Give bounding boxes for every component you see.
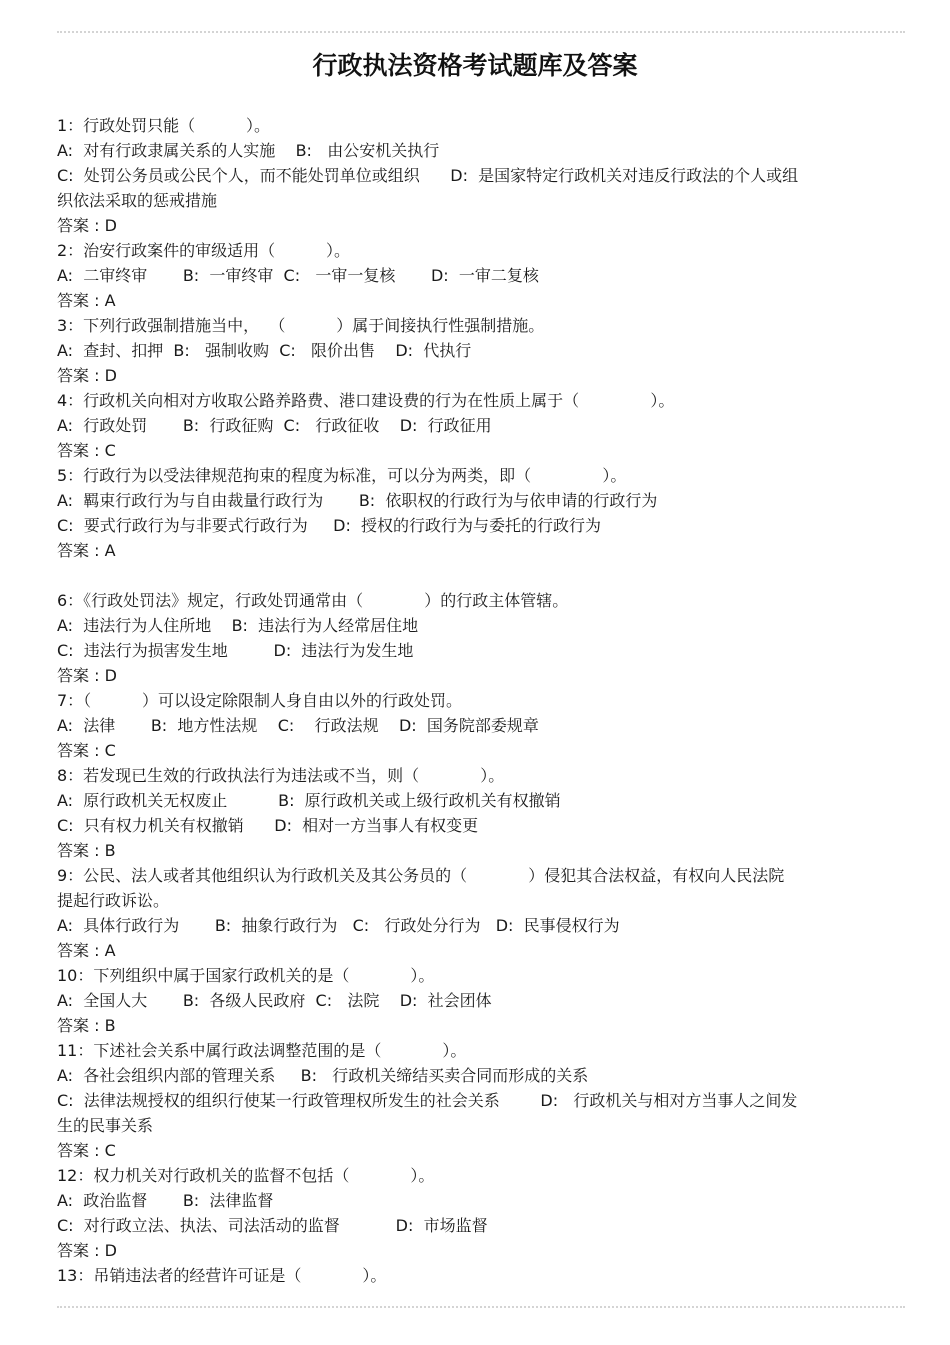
options-line: A: 各社会组织内部的管理关系 B: 行政机关缔结买卖合同而形成的关系 — [57, 1066, 589, 1085]
question-line: 10：下列组织中属于国家行政机关的是（ ）。 — [57, 966, 435, 985]
page-title: 行政执法资格考试题库及答案 — [312, 51, 638, 80]
options-line: C: 对行政立法、执法、司法活动的监督 D: 市场监督 — [57, 1216, 488, 1235]
options-line: C: 只有权力机关有权撤销 D: 相对一方当事人有权变更 — [57, 816, 479, 835]
answer-line: 答案 : A — [57, 291, 116, 310]
options-line: A: 二审终审 B: 一审终审 C: 一审一复核 D: 一审二复核 — [57, 266, 539, 285]
answer-line: 答案 : D — [57, 216, 117, 235]
options-line: A: 羁束行政行为与自由裁量行政行为 B: 依职权的行政行为与依申请的行政行为 — [57, 491, 658, 510]
options-line: A: 政治监督 B: 法律监督 — [57, 1191, 274, 1210]
question-line: 1：行政处罚只能（ ）。 — [57, 116, 271, 135]
answer-line: 答案 : C — [57, 441, 116, 460]
options-line: A: 违法行为人住所地 B: 违法行为人经常居住地 — [57, 616, 419, 635]
question-line: 13：吊销违法者的经营许可证是（ ）。 — [57, 1266, 387, 1285]
question-line: 2：治安行政案件的审级适用（ ）。 — [57, 241, 351, 260]
options-line: C: 法律法规授权的组织行使某一行政管理权所发生的社会关系 D: 行政机关与相对方当事人之间发 — [57, 1091, 798, 1110]
options-line: 织依法采取的惩戒措施 — [57, 191, 218, 210]
answer-line: 答案 : D — [57, 1241, 117, 1260]
answer-line: 答案 : A — [57, 541, 116, 560]
answer-line: 答案 : B — [57, 841, 116, 860]
question-line: 7：（ ）可以设定除限制人身自由以外的行政处罚。 — [57, 691, 463, 710]
options-line: A: 全国人大 B: 各级人民政府 C: 法院 D: 社会团体 — [57, 991, 492, 1010]
options-line: A: 原行政机关无权废止 B: 原行政机关或上级行政机关有权撤销 — [57, 791, 561, 810]
page-top-border — [57, 31, 905, 33]
answer-line: 答案 : D — [57, 666, 117, 685]
question-line: 11：下述社会关系中属行政法调整范围的是（ ）。 — [57, 1041, 467, 1060]
question-line: 4：行政机关向相对方收取公路养路费、港口建设费的行为在性质上属于（ ）。 — [57, 391, 675, 410]
answer-line: 答案 : C — [57, 1141, 116, 1160]
answer-line: 答案 : A — [57, 941, 116, 960]
options-line: 生的民事关系 — [57, 1116, 154, 1135]
options-line: C: 要式行政行为与非要式行政行为 D: 授权的行政行为与委托的行政行为 — [57, 516, 602, 535]
question-line: 8：若发现已生效的行政执法行为违法或不当，则（ ）。 — [57, 766, 505, 785]
answer-line: 答案 : D — [57, 366, 117, 385]
question-line: 6：《行政处罚法》规定，行政处罚通常由（ ）的行政主体管辖。 — [57, 591, 569, 610]
options-line: A: 法律 B: 地方性法规 C: 行政法规 D: 国务院部委规章 — [57, 716, 539, 735]
question-line: 5：行政行为以受法律规范拘束的程度为标准，可以分为两类，即（ ）。 — [57, 466, 627, 485]
options-line: A: 具体行政行为 B: 抽象行政行为 C: 行政处分行为 D: 民事侵权行为 — [57, 916, 620, 935]
question-line: 12：权力机关对行政机关的监督不包括（ ）。 — [57, 1166, 435, 1185]
paragraph-gap — [57, 563, 892, 588]
question-line: 提起行政诉讼。 — [57, 891, 170, 910]
options-line: A: 对有行政隶属关系的人实施 B: 由公安机关执行 — [57, 141, 440, 160]
answer-line: 答案 : C — [57, 741, 116, 760]
answer-line: 答案 : B — [57, 1016, 116, 1035]
options-line: A: 查封、扣押 B: 强制收购 C: 限价出售 D: 代执行 — [57, 341, 472, 360]
page-bottom-border — [57, 1306, 905, 1308]
question-line: 3：下列行政强制措施当中， （ ）属于间接执行性强制措施。 — [57, 316, 545, 335]
options-line: C: 处罚公务员或公民个人，而不能处罚单位或组织 D: 是国家特定行政机关对违反行政法的个人或组 — [57, 166, 799, 185]
question-line: 9：公民、法人或者其他组织认为行政机关及其公务员的（ ）侵犯其合法权益，有权向人民法院 — [57, 866, 785, 885]
question-list — [57, 113, 892, 1288]
options-line: C: 违法行为损害发生地 D: 违法行为发生地 — [57, 641, 414, 660]
options-line: A: 行政处罚 B: 行政征购 C: 行政征收 D: 行政征用 — [57, 416, 492, 435]
